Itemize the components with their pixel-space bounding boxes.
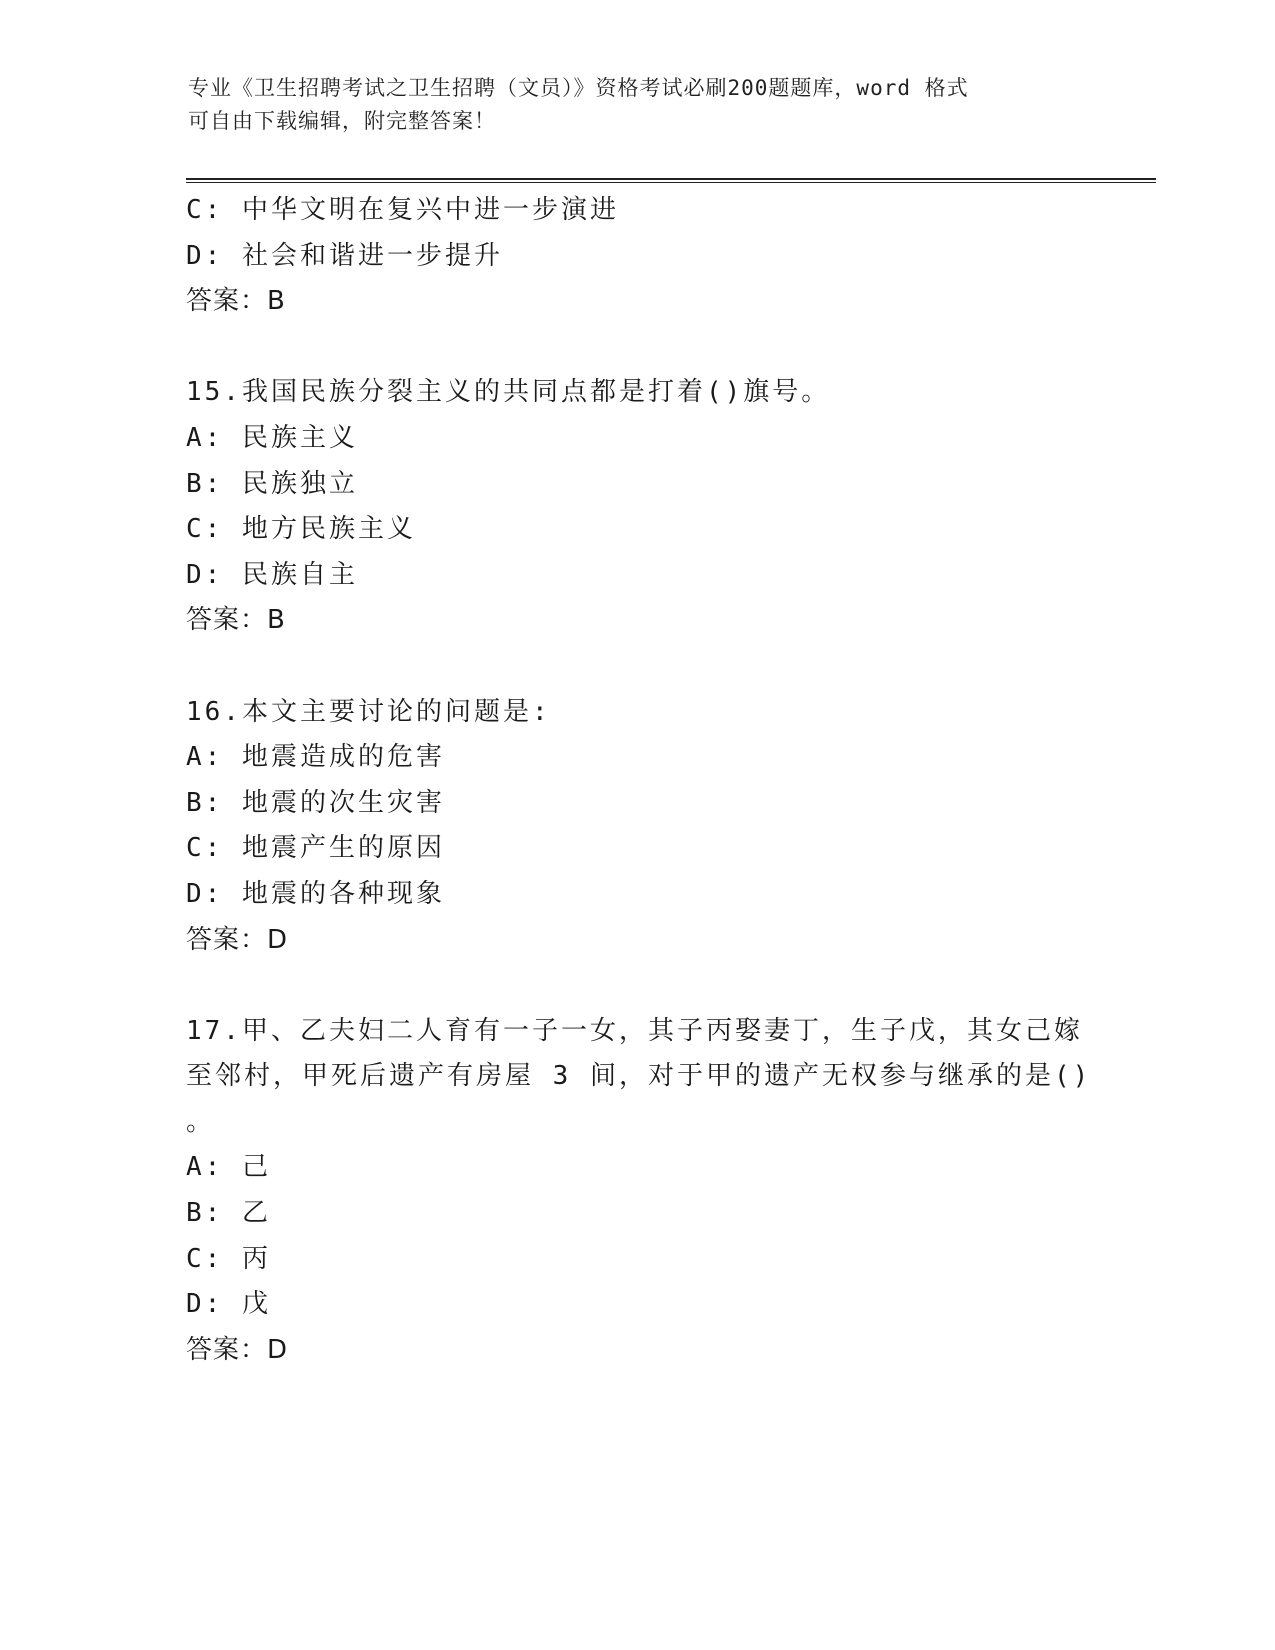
option-a: A: 己 xyxy=(186,1152,271,1183)
answer-line: 答案：B xyxy=(186,605,286,636)
document-header xyxy=(188,72,1088,138)
answer-line: 答案：B xyxy=(186,286,286,317)
option-b: B: 乙 xyxy=(186,1198,271,1229)
question-stem-line-3: 。 xyxy=(186,1106,216,1137)
spacer xyxy=(186,644,1106,690)
spacer xyxy=(186,325,1106,371)
option-a: A: 地震造成的危害 xyxy=(186,742,445,773)
option-d: D: 地震的各种现象 xyxy=(186,878,445,909)
option-b: B: 地震的次生灾害 xyxy=(186,787,445,818)
header-line-1: 专业《卫生招聘考试之卫生招聘（文员）》资格考试必刷200题题库，word 格式 xyxy=(188,76,969,100)
question-block-15 xyxy=(186,370,1106,644)
header-line-2: 可自由下载编辑，附完整答案！ xyxy=(188,109,496,133)
question-block-14 xyxy=(186,188,1106,325)
question-stem-line-2: 至邻村，甲死后遗产有房屋 3 间，对于甲的遗产无权参与继承的是() xyxy=(186,1061,1092,1092)
question-block-17 xyxy=(186,1009,1106,1374)
option-c: C: 中华文明在复兴中进一步演进 xyxy=(186,195,619,225)
option-c: C: 丙 xyxy=(186,1243,271,1274)
question-stem-line-1: 17.甲、乙夫妇二人育有一子一女，其子丙娶妻丁，生子戊，其女己嫁 xyxy=(186,1015,1083,1046)
option-c: C: 地方民族主义 xyxy=(186,514,416,545)
question-block-16 xyxy=(186,690,1106,964)
option-a: A: 民族主义 xyxy=(186,422,358,453)
option-c: C: 地震产生的原因 xyxy=(186,833,445,864)
answer-line: 答案：D xyxy=(186,1334,289,1365)
option-d: D: 社会和谐进一步提升 xyxy=(186,240,503,271)
option-b: B: 民族独立 xyxy=(186,468,358,499)
spacer xyxy=(186,963,1106,1009)
question-list xyxy=(186,188,1106,1373)
option-d: D: 戊 xyxy=(186,1289,271,1320)
answer-line: 答案：D xyxy=(186,924,289,955)
header-divider xyxy=(186,178,1156,183)
question-stem: 16.本文主要讨论的问题是: xyxy=(186,696,551,727)
option-d: D: 民族自主 xyxy=(186,559,358,590)
question-stem: 15.我国民族分裂主义的共同点都是打着()旗号。 xyxy=(186,377,831,408)
